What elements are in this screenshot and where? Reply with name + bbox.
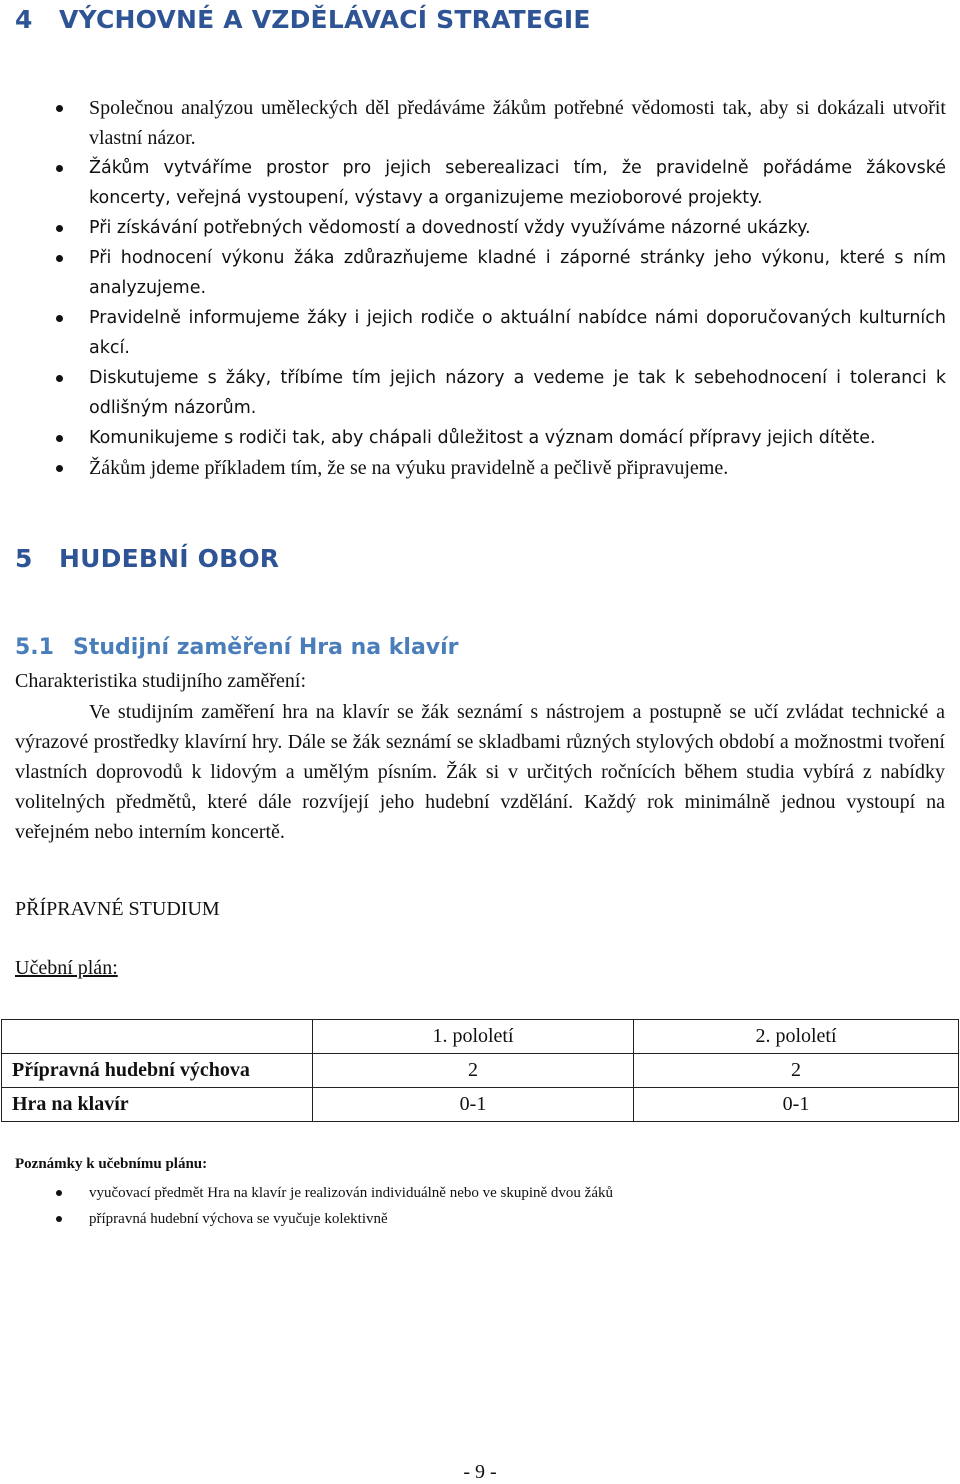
strategy-bullet: Společnou analýzou uměleckých děl předáváme žákům potřebné vědomosti tak, aby si dokázali utvořit vlastní názor. xyxy=(56,93,946,153)
table-cell: 2 xyxy=(313,1054,634,1088)
strategy-bullet: Pravidelně informujeme žáky i jejich rodiče o aktuální nabídce námi doporučovaných kulturních akcí. xyxy=(56,303,946,363)
table-cell: 0-1 xyxy=(313,1088,634,1122)
strategy-bullet: Diskutujeme s žáky, tříbíme tím jejich názory a vedeme je tak k sebehodnocení i toleranci k odlišným názorům. xyxy=(56,363,946,423)
section-4-heading xyxy=(15,5,591,34)
note-item: vyučovací předmět Hra na klavír je realizován individuálně nebo ve skupině dvou žáků xyxy=(56,1180,936,1206)
table-row-label: Hra na klavír xyxy=(2,1088,313,1122)
note-item: přípravná hudební výchova se vyučuje kolektivně xyxy=(56,1206,936,1232)
table-row xyxy=(2,1088,959,1122)
strategy-bullet: Žákům vytváříme prostor pro jejich seberealizaci tím, že pravidelně pořádáme žákovské koncerty, veřejná vystoupení, výstavy a organizujeme mezioborové projekty. xyxy=(56,153,946,213)
section-4-number: 4 xyxy=(15,5,33,34)
section-5-title: HUDEBNÍ OBOR xyxy=(59,544,280,573)
section-5-1-title: Studijní zaměření Hra na klavír xyxy=(73,635,459,660)
table-header-row xyxy=(2,1020,959,1054)
strategy-bullet: Komunikujeme s rodiči tak, aby chápali důležitost a význam domácí přípravy jejich dítěte. xyxy=(56,423,946,453)
table-row-label: Přípravná hudební výchova xyxy=(2,1054,313,1088)
table-cell: 0-1 xyxy=(634,1088,959,1122)
section-5-number: 5 xyxy=(15,544,33,573)
section-5-1-number: 5.1 xyxy=(15,635,54,660)
section-4-title: VÝCHOVNÉ A VZDĚLÁVACÍ STRATEGIE xyxy=(59,5,591,34)
notes-title: Poznámky k učebnímu plánu: xyxy=(15,1156,208,1172)
notes-list xyxy=(56,1180,936,1232)
strategy-bullet: Při hodnocení výkonu žáka zdůrazňujeme kladné i záporné stránky jeho výkonu, které s ním analyzujeme. xyxy=(56,243,946,303)
table-header-cell xyxy=(2,1020,313,1054)
plan-label: Učební plán: xyxy=(15,957,118,979)
page-number: - 9 - xyxy=(463,1461,497,1483)
strategy-bullet-list xyxy=(56,93,946,483)
characteristic-text: Ve studijním zaměření hra na klavír se žák seznámí s nástrojem a postupně se učí zvládat technické a výrazové prostředky klavírní hry. Dále se žák seznámí se skladbami různých stylových období a možnostmi tvoření vlastních doprovodů k lidovým a umělým písním. Žák si v určitých ročnících během studia vybírá z nabídky volitelných předmětů, které dále rozvíjejí jeho hudební vzdělání. Každý rok minimálně jednou vystoupí na veřejném nebo interním koncertě. xyxy=(15,701,945,843)
section-5-1-heading xyxy=(15,635,459,660)
preparatory-heading: PŘÍPRAVNÉ STUDIUM xyxy=(15,898,220,920)
strategy-bullet: Při získávání potřebných vědomostí a dovedností vždy využíváme názorné ukázky. xyxy=(56,213,946,243)
table-cell: 2 xyxy=(634,1054,959,1088)
table-row xyxy=(2,1054,959,1088)
characteristic-label: Charakteristika studijního zaměření: xyxy=(15,670,307,692)
strategy-bullet: Žákům jdeme příkladem tím, že se na výuku pravidelně a pečlivě připravujeme. xyxy=(56,453,946,483)
table-header-cell: 1. pololetí xyxy=(313,1020,634,1054)
curriculum-table xyxy=(1,1019,959,1122)
table-header-cell: 2. pololetí xyxy=(634,1020,959,1054)
characteristic-paragraph xyxy=(15,697,945,847)
section-5-heading xyxy=(15,544,279,573)
